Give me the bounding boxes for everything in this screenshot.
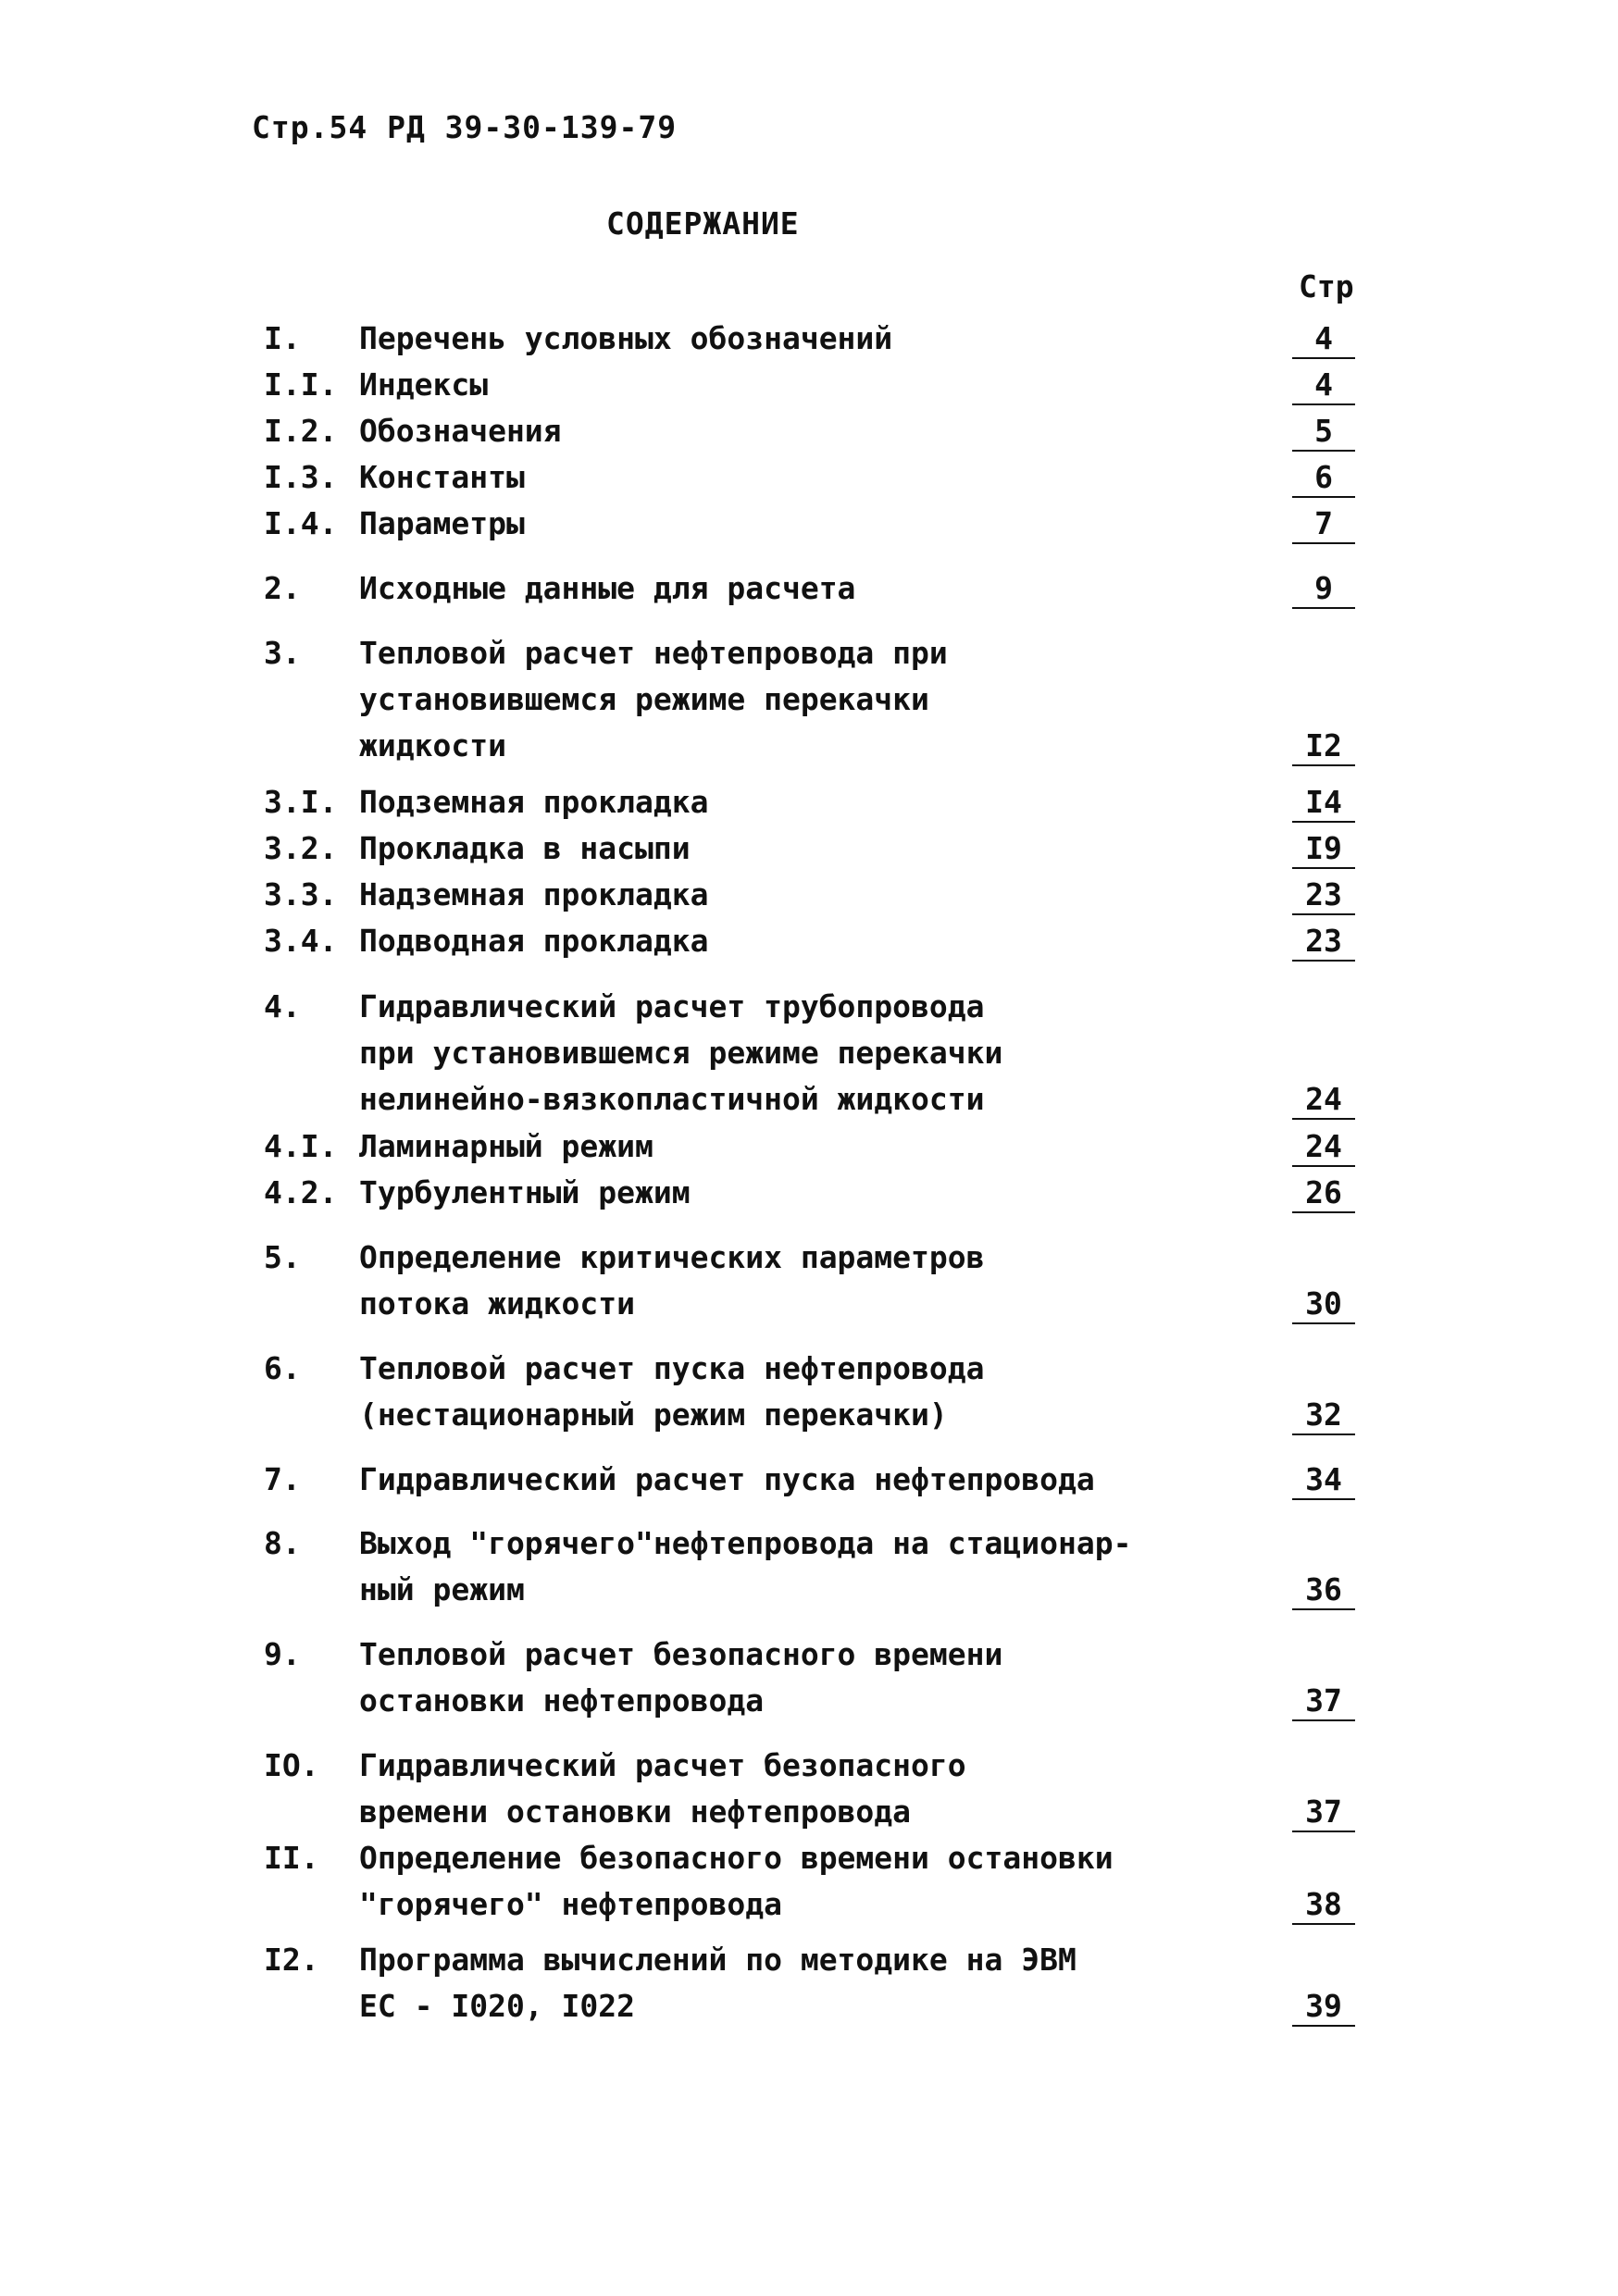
toc-entry-number: 3.2. — [264, 830, 338, 866]
toc-entry-number: 9. — [264, 1636, 301, 1672]
toc-entry-page: 34 — [1292, 1461, 1355, 1500]
toc-entry-page: 24 — [1292, 1128, 1355, 1167]
toc-entry-title: установившемся режиме перекачки — [359, 681, 929, 717]
toc-entry-title: Гидравлический расчет трубопровода — [359, 988, 985, 1024]
toc-entry-title: Гидравлический расчет пуска нефтепровода — [359, 1461, 1095, 1497]
toc-entry-title: при установившемся режиме перекачки — [359, 1035, 1003, 1071]
toc-entry-page: I9 — [1292, 830, 1355, 869]
toc-entry-title: Тепловой расчет пуска нефтепровода — [359, 1350, 985, 1386]
toc-entry-title: Индексы — [359, 366, 489, 403]
toc-entry-number: I. — [264, 320, 301, 356]
toc-entry-page: I2 — [1292, 727, 1355, 766]
toc-entry-number: 2. — [264, 570, 301, 606]
toc-entry-title: Надземная прокладка — [359, 876, 709, 912]
toc-entry-page: 37 — [1292, 1793, 1355, 1832]
toc-entry-page: 6 — [1292, 459, 1355, 498]
toc-entry-title: Параметры — [359, 505, 525, 541]
toc-entry-title: Ламинарный режим — [359, 1128, 653, 1164]
toc-entry-page: 39 — [1292, 1988, 1355, 2027]
toc-entry-page: 24 — [1292, 1081, 1355, 1120]
toc-entry-page: 7 — [1292, 505, 1355, 544]
toc-entry-page: 30 — [1292, 1285, 1355, 1324]
toc-entry-number: 3.4. — [264, 923, 338, 959]
toc-entry-number: I.2. — [264, 413, 338, 449]
toc-entry-number: 4.2. — [264, 1174, 338, 1210]
toc-entry-number: 7. — [264, 1461, 301, 1497]
toc-entry-title: Тепловой расчет безопасного времени — [359, 1636, 1003, 1672]
toc-entry-title: ный режим — [359, 1571, 525, 1607]
toc-entry-page: 26 — [1292, 1174, 1355, 1213]
toc-entry-number: I.I. — [264, 366, 338, 403]
toc-entry-title: Определение безопасного времени остановки — [359, 1840, 1114, 1876]
toc-entry-number: 4. — [264, 988, 301, 1024]
toc-entry-page: 5 — [1292, 413, 1355, 452]
toc-entry-title: "горячего" нефтепровода — [359, 1886, 782, 1922]
toc-entry-title: Константы — [359, 459, 525, 495]
toc-entry-title: Тепловой расчет нефтепровода при — [359, 635, 948, 671]
toc-entry-page: 36 — [1292, 1571, 1355, 1610]
toc-entry-number: I2. — [264, 1942, 319, 1978]
toc-entry-number: I.3. — [264, 459, 338, 495]
page-title: СОДЕРЖАНИЕ — [606, 205, 800, 242]
toc-entry-title: Турбулентный режим — [359, 1174, 691, 1210]
toc-entry-number: 6. — [264, 1350, 301, 1386]
toc-entry-number: II. — [264, 1840, 319, 1876]
toc-entry-number: 4.I. — [264, 1128, 338, 1164]
toc-entry-title: времени остановки нефтепровода — [359, 1793, 912, 1830]
toc-entry-title: ЕС - I020, I022 — [359, 1988, 636, 2024]
toc-entry-number: IO. — [264, 1747, 319, 1783]
toc-entry-title: остановки нефтепровода — [359, 1682, 765, 1719]
toc-entry-page: 23 — [1292, 876, 1355, 915]
toc-entry-title: Определение критических параметров — [359, 1239, 985, 1275]
page-column-label: Стр — [1299, 268, 1354, 304]
toc-entry-page: 4 — [1292, 320, 1355, 359]
toc-entry-number: I.4. — [264, 505, 338, 541]
toc-entry-title: Гидравлический расчет безопасного — [359, 1747, 966, 1783]
toc-entry-page: 32 — [1292, 1396, 1355, 1435]
toc-entry-number: 5. — [264, 1239, 301, 1275]
toc-entry-page: 4 — [1292, 366, 1355, 405]
toc-entry-title: нелинейно-вязкопластичной жидкости — [359, 1081, 985, 1117]
toc-entry-title: (нестационарный режим перекачки) — [359, 1396, 948, 1433]
toc-entry-page: 38 — [1292, 1886, 1355, 1925]
toc-entry-title: потока жидкости — [359, 1285, 636, 1322]
toc-entry-title: Обозначения — [359, 413, 562, 449]
toc-entry-title: Выход "горячего"нефтепровода на стационар- — [359, 1525, 1132, 1561]
toc-entry-title: Подводная прокладка — [359, 923, 709, 959]
toc-entry-number: 3.3. — [264, 876, 338, 912]
toc-entry-title: Прокладка в насыпи — [359, 830, 691, 866]
toc-entry-page: 9 — [1292, 570, 1355, 609]
toc-entry-page: 23 — [1292, 923, 1355, 962]
toc-entry-number: 3.I. — [264, 784, 338, 820]
toc-entry-number: 3. — [264, 635, 301, 671]
toc-entry-title: жидкости — [359, 727, 506, 763]
toc-entry-number: 8. — [264, 1525, 301, 1561]
page-header: Стр.54 РД 39-30-139-79 — [252, 109, 678, 145]
toc-entry-title: Подземная прокладка — [359, 784, 709, 820]
toc-entry-title: Перечень условных обозначений — [359, 320, 893, 356]
toc-entry-page: 37 — [1292, 1682, 1355, 1721]
toc-entry-page: I4 — [1292, 784, 1355, 823]
toc-entry-title: Исходные данные для расчета — [359, 570, 856, 606]
toc-entry-title: Программа вычислений по методике на ЭВМ — [359, 1942, 1077, 1978]
